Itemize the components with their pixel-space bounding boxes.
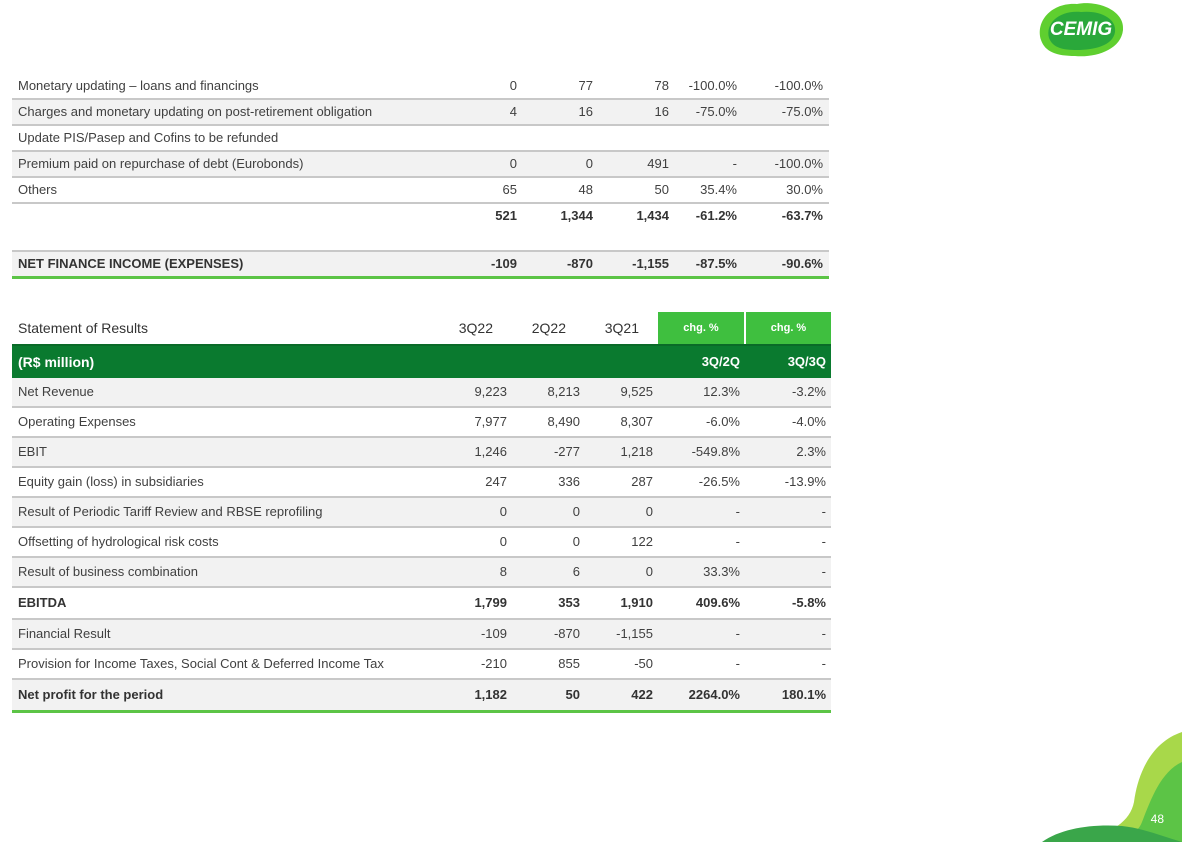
cell: 521 — [495, 208, 517, 223]
cell: 0 — [499, 504, 507, 519]
cell: -210 — [480, 656, 507, 671]
cell: -870 — [553, 626, 580, 641]
cell: - — [735, 626, 740, 641]
cell: 0 — [509, 156, 517, 171]
cell: 50 — [654, 182, 669, 197]
table-subheader-row — [12, 344, 831, 378]
cell: -109 — [490, 256, 517, 271]
table-row — [12, 558, 831, 588]
column-subheader: 3Q/3Q — [787, 354, 826, 369]
cell: -26.5% — [698, 474, 740, 489]
row-label: Premium paid on repurchase of debt (Eurobonds) — [18, 156, 304, 171]
cell: 422 — [631, 687, 653, 702]
cell: 0 — [645, 564, 653, 579]
cell: 855 — [558, 656, 580, 671]
cell: - — [735, 504, 740, 519]
cell: -90.6% — [781, 256, 823, 271]
table-row — [12, 100, 829, 126]
cell: 6 — [572, 564, 580, 579]
cell: - — [821, 656, 826, 671]
cell: -87.5% — [695, 256, 737, 271]
table-row — [12, 438, 831, 468]
column-header: chg. % — [746, 312, 831, 344]
cell: -100.0% — [774, 156, 823, 171]
cell: 0 — [572, 534, 580, 549]
table-row — [12, 126, 829, 152]
cell: 16 — [578, 104, 593, 119]
column-header: chg. % — [658, 312, 744, 344]
table-row — [12, 178, 829, 204]
cell: -1,155 — [616, 626, 653, 641]
cell: 1,799 — [474, 595, 507, 610]
cell: -3.2% — [792, 384, 826, 399]
cell: 0 — [645, 504, 653, 519]
cell: -6.0% — [706, 414, 740, 429]
row-label: Result of business combination — [18, 564, 198, 579]
row-label: Operating Expenses — [18, 414, 136, 429]
cell: -13.9% — [784, 474, 826, 489]
table-row-net-profit — [12, 680, 831, 713]
cell: 12.3% — [703, 384, 740, 399]
row-label: Monetary updating – loans and financings — [18, 78, 259, 93]
cell: 409.6% — [695, 595, 740, 610]
table-row — [12, 528, 831, 558]
table-title: Statement of Results — [18, 320, 148, 336]
row-label: EBIT — [18, 444, 47, 459]
cell: - — [735, 534, 740, 549]
table-row — [12, 498, 831, 528]
table-row-ebitda — [12, 588, 831, 620]
cell: - — [735, 656, 740, 671]
cell: 2.3% — [796, 444, 826, 459]
table-row — [12, 408, 831, 438]
cell: - — [821, 626, 826, 641]
cell: 180.1% — [781, 687, 826, 702]
cell: -100.0% — [774, 78, 823, 93]
table-row — [12, 468, 831, 498]
row-label: Provision for Income Taxes, Social Cont & Deferred Income Tax — [18, 656, 384, 671]
cell: 0 — [499, 534, 507, 549]
cell: -75.0% — [781, 104, 823, 119]
cell: -549.8% — [691, 444, 740, 459]
cell: -75.0% — [695, 104, 737, 119]
row-label: Update PIS/Pasep and Cofins to be refunded — [18, 130, 279, 145]
cell: 9,525 — [620, 384, 653, 399]
cell: 8,213 — [547, 384, 580, 399]
cell: 491 — [647, 156, 669, 171]
cell: -109 — [480, 626, 507, 641]
row-label: Result of Periodic Tariff Review and RBSE reprofiling — [18, 504, 323, 519]
table-row — [12, 378, 831, 408]
column-header: 2Q22 — [531, 320, 566, 336]
cell: 16 — [654, 104, 669, 119]
row-label: Financial Result — [18, 626, 111, 641]
cell: 50 — [565, 687, 580, 702]
divider — [12, 228, 829, 252]
cell: 78 — [654, 78, 669, 93]
column-header: 3Q21 — [604, 320, 639, 336]
cell: 336 — [558, 474, 580, 489]
row-label: NET FINANCE INCOME (EXPENSES) — [18, 256, 244, 271]
cell: 1,246 — [474, 444, 507, 459]
cell: 65 — [502, 182, 517, 197]
cell: 0 — [585, 156, 593, 171]
cell: -50 — [634, 656, 653, 671]
cell: - — [821, 504, 826, 519]
cell: - — [821, 534, 826, 549]
unit-label: (R$ million) — [18, 354, 95, 370]
table-total-row — [12, 204, 829, 228]
cell: 0 — [572, 504, 580, 519]
row-label: Net profit for the period — [18, 687, 164, 702]
row-label: Offsetting of hydrological risk costs — [18, 534, 219, 549]
finance-expenses-table — [12, 74, 829, 279]
row-label: Charges and monetary updating on post-retirement obligation — [18, 104, 373, 119]
cell: -100.0% — [688, 78, 737, 93]
cell: 8,490 — [547, 414, 580, 429]
cell: 1,434 — [636, 208, 669, 223]
cell: 77 — [578, 78, 593, 93]
cell: 33.3% — [703, 564, 740, 579]
cell: -5.8% — [792, 595, 826, 610]
cell: -63.7% — [781, 208, 823, 223]
table-row — [12, 152, 829, 178]
cell: 287 — [631, 474, 653, 489]
row-label: Equity gain (loss) in subsidiaries — [18, 474, 204, 489]
cell: 8,307 — [620, 414, 653, 429]
cell: 2264.0% — [688, 687, 740, 702]
table-row — [12, 74, 829, 100]
cell: - — [732, 156, 737, 171]
column-subheader: 3Q/2Q — [701, 354, 740, 369]
cell: 4 — [509, 104, 517, 119]
table-header-row — [12, 312, 831, 344]
table-row — [12, 620, 831, 650]
cell: -277 — [553, 444, 580, 459]
page-number: 48 — [1150, 812, 1164, 826]
cell: 30.0% — [786, 182, 823, 197]
cell: - — [821, 564, 826, 579]
row-label: Net Revenue — [18, 384, 94, 399]
cell: 35.4% — [700, 182, 737, 197]
statement-of-results-table — [12, 312, 831, 713]
cell: 48 — [578, 182, 593, 197]
row-label: Others — [18, 182, 58, 197]
cell: -61.2% — [695, 208, 737, 223]
cell: 247 — [485, 474, 507, 489]
cell: 0 — [509, 78, 517, 93]
cell: 353 — [558, 595, 580, 610]
net-finance-row — [12, 252, 829, 279]
cell: -870 — [566, 256, 593, 271]
table-row — [12, 650, 831, 680]
cell: 8 — [499, 564, 507, 579]
row-label: EBITDA — [18, 595, 67, 610]
column-header: 3Q22 — [458, 320, 493, 336]
cell: 1,218 — [620, 444, 653, 459]
cell: 9,223 — [474, 384, 507, 399]
cell: 1,910 — [620, 595, 653, 610]
logo-text: CEMIG — [1049, 19, 1113, 40]
cemig-logo — [1035, 0, 1127, 58]
cell: 1,344 — [560, 208, 593, 223]
cell: 1,182 — [474, 687, 507, 702]
cell: 7,977 — [474, 414, 507, 429]
cell: 122 — [631, 534, 653, 549]
cell: -4.0% — [792, 414, 826, 429]
cell: -1,155 — [632, 256, 669, 271]
